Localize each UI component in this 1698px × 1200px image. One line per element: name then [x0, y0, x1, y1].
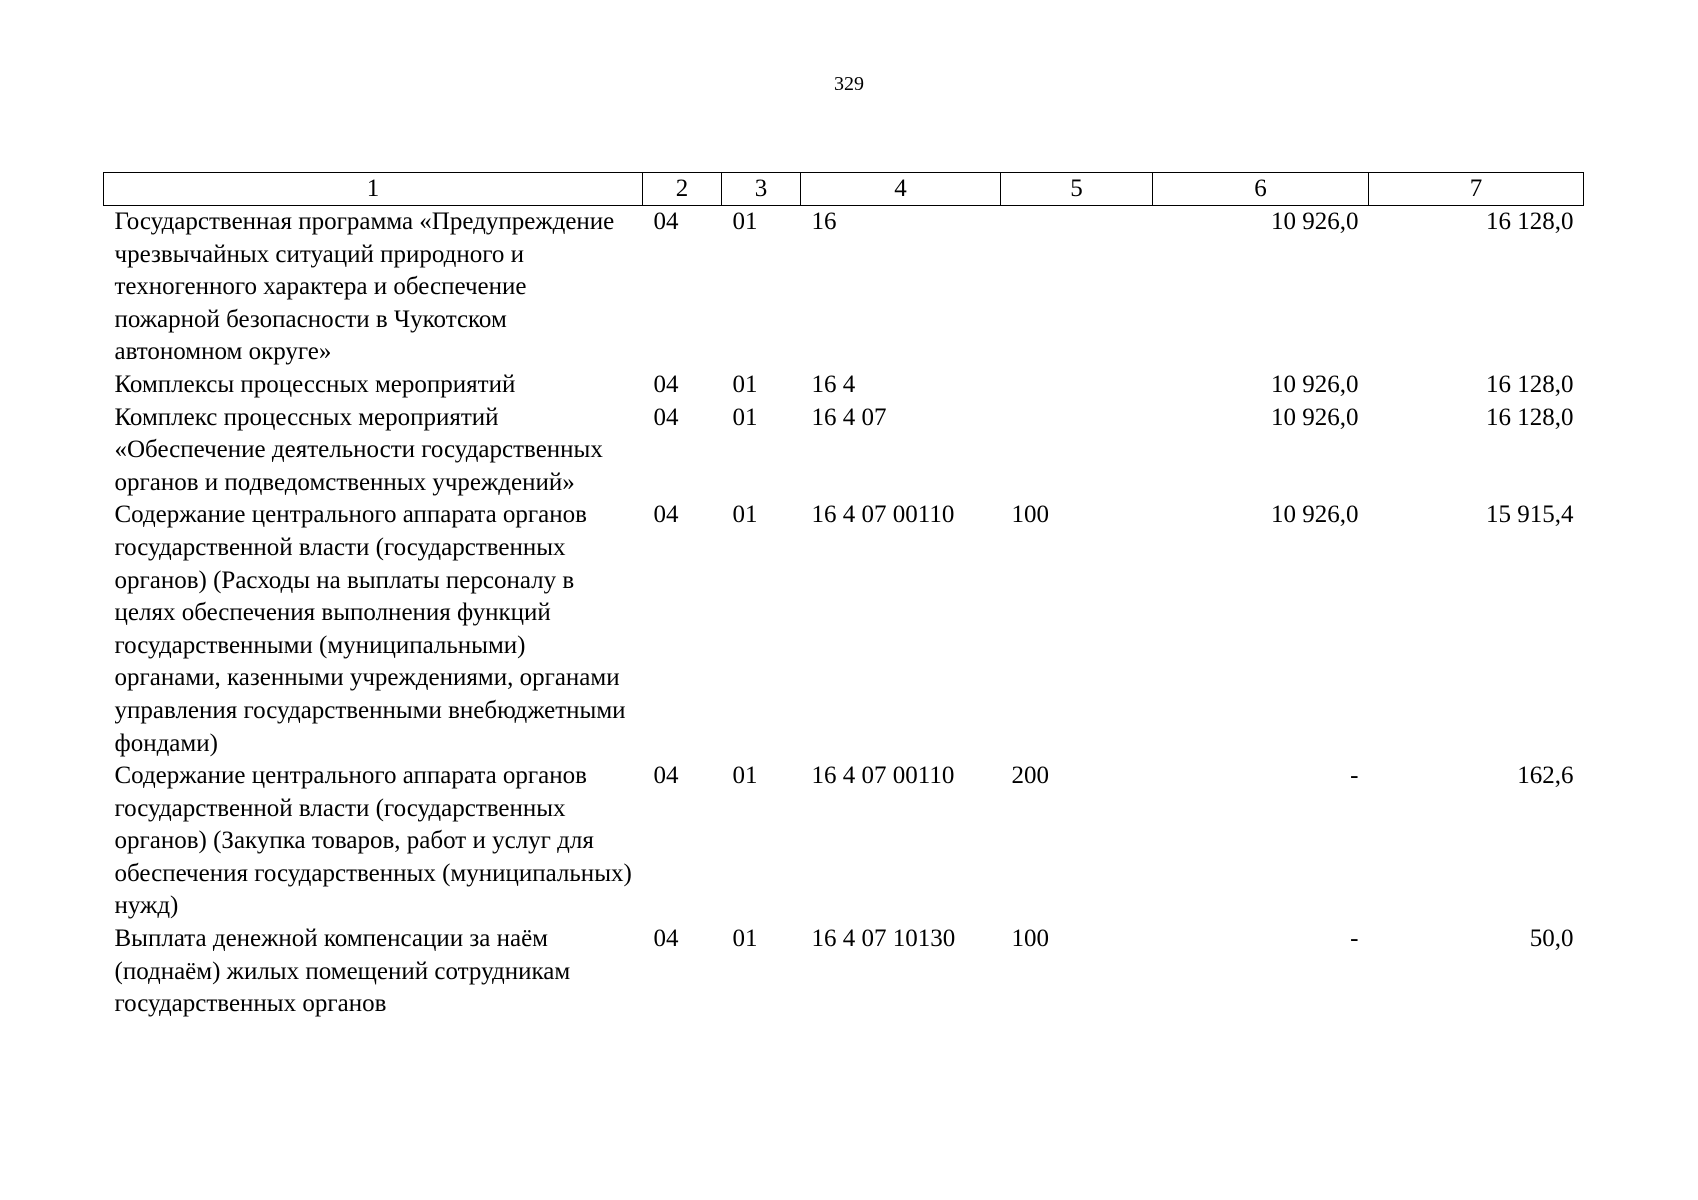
row-expense-type: 200: [1011, 762, 1049, 790]
row-sum-col6: 10 926,0: [1271, 370, 1359, 398]
row-sum-col6: -: [1350, 762, 1359, 790]
row-target-article: 16 4 07 10130: [811, 925, 956, 953]
row-sum-col7: 50,0: [1529, 925, 1574, 953]
table-row: [104, 369, 1584, 402]
row-sum-col6: 10 926,0: [1271, 501, 1359, 529]
row-sum-col7: 15 915,4: [1486, 501, 1574, 529]
row-name: Комплекс процессных мероприятий «Обеспечение деятельности государственных органов и подведомственных учреждений»: [114, 403, 603, 496]
column-header-3: 3: [722, 173, 801, 206]
row-sum-col7: 16 128,0: [1486, 370, 1574, 398]
row-target-article: 16 4 07 00110: [811, 762, 955, 790]
row-name: Выплата денежной компенсации за наём (поднаём) жилых помещений сотрудникам государственных органов: [114, 925, 571, 1018]
row-target-article: 16 4 07 00110: [811, 501, 955, 529]
row-expense-type: 100: [1011, 501, 1049, 529]
column-header-7: 7: [1369, 173, 1584, 206]
row-section: 04: [653, 925, 679, 953]
row-sum-col6: 10 926,0: [1271, 208, 1359, 235]
page-number: 329: [834, 73, 864, 95]
row-sum-col6: 10 926,0: [1271, 403, 1359, 431]
row-section: 04: [653, 501, 679, 529]
row-name: Содержание центрального аппарата органов государственной власти (государственных органов) (Закупка товаров, работ и услуг для обеспечения государственных (муниципальных) нужд): [114, 762, 632, 920]
row-expense-type: 100: [1011, 925, 1049, 953]
column-header-4: 4: [801, 173, 1001, 206]
row-section: 04: [653, 403, 679, 431]
row-subsection: 01: [732, 403, 758, 431]
row-subsection: 01: [732, 370, 758, 398]
row-section: 04: [653, 370, 679, 398]
budget-table: [103, 172, 1584, 1021]
row-sum-col7: 16 128,0: [1486, 208, 1574, 235]
table-row: [104, 760, 1584, 923]
row-subsection: 01: [732, 208, 758, 235]
row-expense-type: [1001, 402, 1153, 500]
table-row: [104, 499, 1584, 760]
table-row: [104, 206, 1584, 369]
row-name: Государственная программа «Предупреждение чрезвычайных ситуаций природного и техногенного характера и обеспечение пожарной безопасности в Чукотском автономном округе»: [114, 208, 615, 366]
row-sum-col7: 16 128,0: [1486, 403, 1574, 431]
row-name: Комплексы процессных мероприятий: [114, 370, 516, 398]
row-sum-col7: 162,6: [1517, 762, 1574, 790]
row-target-article: 16 4 07: [811, 403, 887, 431]
row-expense-type: [1001, 206, 1153, 369]
table-header-row: [104, 173, 1584, 206]
table-row: [104, 923, 1584, 1021]
row-subsection: 01: [732, 501, 758, 529]
column-header-6: 6: [1153, 173, 1369, 206]
row-expense-type: [1001, 369, 1153, 402]
row-subsection: 01: [732, 762, 758, 790]
table-row: [104, 402, 1584, 500]
column-header-2: 2: [643, 173, 722, 206]
column-header-1: 1: [104, 173, 643, 206]
row-target-article: 16: [811, 208, 837, 235]
row-section: 04: [653, 762, 679, 790]
column-header-5: 5: [1001, 173, 1153, 206]
row-sum-col6: -: [1350, 925, 1359, 953]
row-name: Содержание центрального аппарата органов государственной власти (государственных органов) (Расходы на выплаты персоналу в целях обеспечения выполнения функций государственными (муниципальными) органами, казенными учреждениями, органами управления государственными внебюджетными фондами): [114, 501, 626, 757]
row-section: 04: [653, 208, 679, 235]
row-target-article: 16 4: [811, 370, 856, 398]
row-subsection: 01: [732, 925, 758, 953]
